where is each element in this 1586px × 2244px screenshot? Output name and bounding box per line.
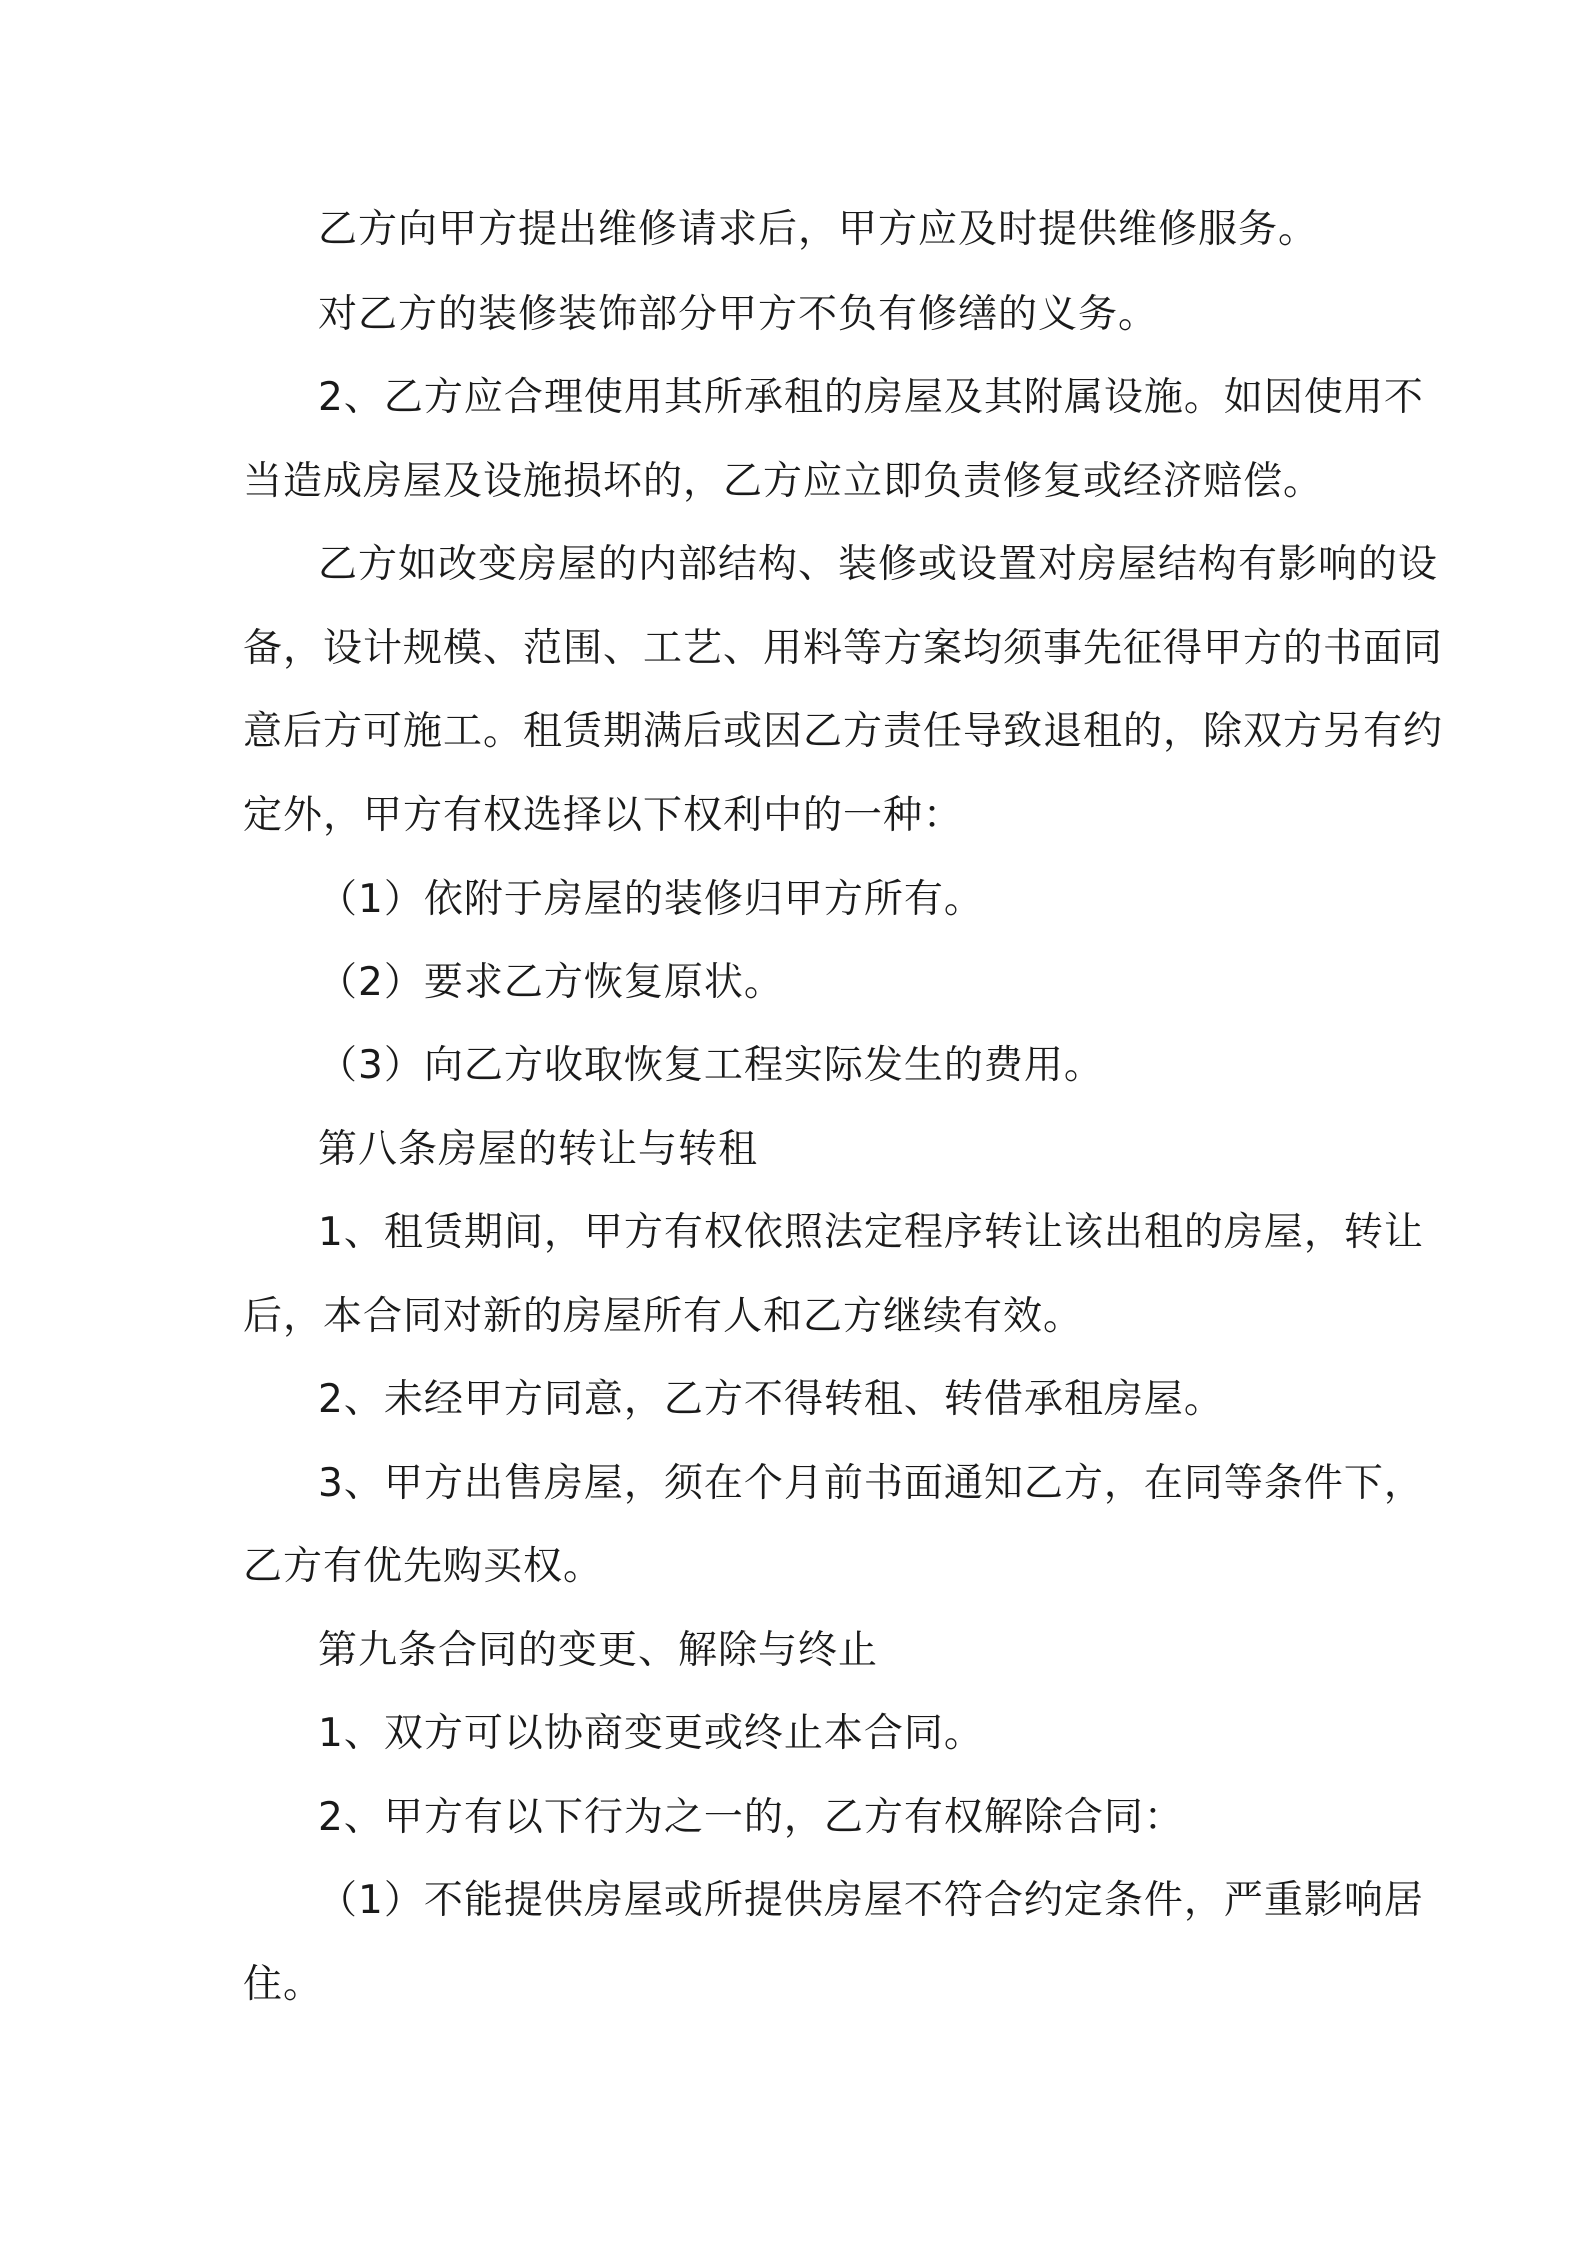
article-9-option-1-line-2: 住。	[243, 1962, 324, 2007]
article-9-option-1-line-1: （1）不能提供房屋或所提供房屋不符合约定条件，严重影响居	[318, 1878, 1424, 1923]
paragraph-decoration-obligation: 对乙方的装修装饰部分甲方不负有修缮的义务。	[318, 292, 1159, 337]
article-8-heading: 第八条房屋的转让与转租	[318, 1127, 759, 1172]
article-8-clause-2: 2、未经甲方同意，乙方不得转租、转借承租房屋。	[318, 1377, 1224, 1422]
option-2: （2）要求乙方恢复原状。	[318, 960, 784, 1005]
paragraph-structure-line-4: 定外，甲方有权选择以下权利中的一种：	[243, 793, 964, 838]
option-3: （3）向乙方收取恢复工程实际发生的费用。	[318, 1043, 1104, 1088]
article-9-heading: 第九条合同的变更、解除与终止	[318, 1628, 879, 1673]
article-8-clause-1-line-2: 后，本合同对新的房屋所有人和乙方继续有效。	[243, 1294, 1084, 1339]
paragraph-repair-request: 乙方向甲方提出维修请求后，甲方应及时提供维修服务。	[318, 207, 1319, 252]
article-8-clause-1-line-1: 1、租赁期间，甲方有权依照法定程序转让该出租的房屋，转让	[318, 1210, 1424, 1255]
paragraph-structure-line-2: 备，设计规模、范围、工艺、用料等方案均须事先征得甲方的书面同	[243, 626, 1444, 671]
clause-2-line-2: 当造成房屋及设施损坏的，乙方应立即负责修复或经济赔偿。	[243, 459, 1324, 504]
paragraph-structure-line-3: 意后方可施工。租赁期满后或因乙方责任导致退租的，除双方另有约	[243, 709, 1444, 754]
article-9-clause-2: 2、甲方有以下行为之一的，乙方有权解除合同：	[318, 1795, 1184, 1840]
article-9-clause-1: 1、双方可以协商变更或终止本合同。	[318, 1711, 984, 1756]
article-8-clause-3-line-1: 3、甲方出售房屋，须在个月前书面通知乙方，在同等条件下，	[318, 1461, 1424, 1506]
article-8-clause-3-line-2: 乙方有优先购买权。	[243, 1544, 604, 1589]
clause-2-line-1: 2、乙方应合理使用其所承租的房屋及其附属设施。如因使用不	[318, 375, 1424, 420]
paragraph-structure-line-1: 乙方如改变房屋的内部结构、装修或设置对房屋结构有影响的设	[318, 542, 1439, 587]
option-1: （1）依附于房屋的装修归甲方所有。	[318, 877, 984, 922]
